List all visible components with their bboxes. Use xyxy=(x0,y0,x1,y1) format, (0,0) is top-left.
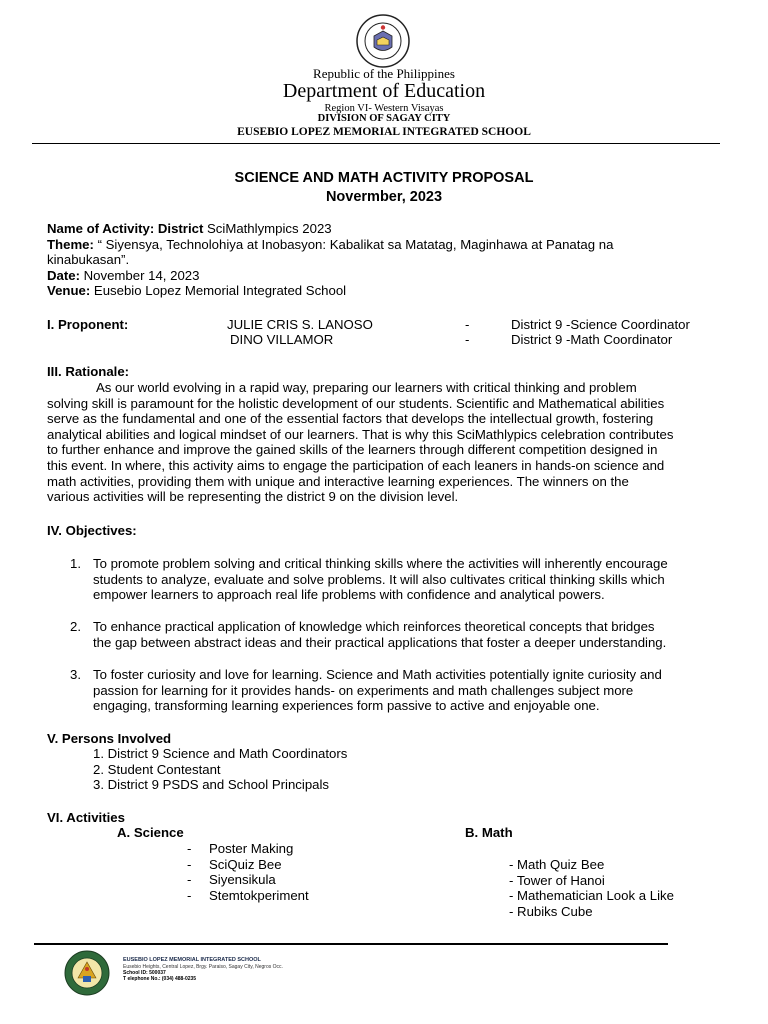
school-line: EUSEBIO LOPEZ MEMORIAL INTEGRATED SCHOOL xyxy=(237,126,531,138)
rationale-line: As our world evolving in a rapid way, preparing our learners with critical thinking and problem xyxy=(96,380,637,395)
republic-line: Republic of the Philippines xyxy=(313,66,455,81)
theme-label: Theme: xyxy=(47,236,94,252)
rationale-line: analytical abilities and logical mindset of our learners. That is why this SciMathlypics celebration contributes xyxy=(47,426,674,442)
venue-value: Eusebio Lopez Memorial Integrated School xyxy=(90,283,347,299)
math-label: B. Math xyxy=(465,825,513,840)
footer-info xyxy=(123,957,283,982)
objective-line: students to analyze, evaluate and solve problems. It will also cultivates critical thinking skills which xyxy=(93,571,665,587)
proponent-heading: I. Proponent: xyxy=(47,317,129,332)
person-item: 3. District 9 PSDS and School Principals xyxy=(93,777,330,793)
proponent-name-2: DINO VILLAMOR xyxy=(230,332,334,347)
math-list xyxy=(509,857,674,919)
persons-list xyxy=(93,746,347,793)
division-line: DIVISION OF SAGAY CITY xyxy=(317,113,451,124)
objective-number: 1. xyxy=(70,556,81,571)
deped-seal xyxy=(356,14,410,68)
footer-telephone: T elephone No.: (034) 488-0235 xyxy=(123,975,197,982)
objectives-heading: IV. Objectives: xyxy=(47,523,137,538)
rationale-line: to further enhance and improve the gained skills of the learners through different competition designed in xyxy=(47,442,658,458)
rationale-line: this event. In where, this activity aims to engage the participation of each leaners in hands-on science and xyxy=(47,457,665,473)
person-item: 2. Student Contestant xyxy=(93,761,221,777)
rationale-line: math activities, providing them with unique and interactive learning experiences. The winners on the xyxy=(47,473,629,489)
proponent-dash-2: - xyxy=(465,332,470,347)
objective-item xyxy=(70,667,720,714)
objective-line: engaging, transforming learning experiences form passive to active and enjoyable one. xyxy=(93,698,600,714)
venue-label: Venue: xyxy=(47,283,91,299)
objective-line: To enhance practical application of knowledge which reinforces theoretical concepts that bridges xyxy=(93,619,655,634)
activity-value: SciMathlympics 2023 xyxy=(203,221,332,236)
school-logo xyxy=(64,950,110,996)
science-label: A. Science xyxy=(117,825,184,840)
objective-number: 3. xyxy=(70,667,81,682)
science-list xyxy=(187,841,309,903)
footer-school: EUSEBIO LOPEZ MEMORIAL INTEGRATED SCHOOL xyxy=(123,957,261,963)
activity-details xyxy=(47,221,727,299)
science-item: - Siyensikula xyxy=(187,872,276,888)
footer-divider xyxy=(34,943,668,945)
proponent-role-1: District 9 -Science Coordinator xyxy=(511,317,690,332)
date-label: Date: xyxy=(47,267,80,283)
objective-item xyxy=(70,619,720,650)
footer-address: Eusebio Heights, Central Lopez, Brgy. Paraiso, Sagay City, Negros Occ. xyxy=(123,963,283,970)
science-item: - Poster Making xyxy=(187,841,294,856)
date-value: November 14, 2023 xyxy=(79,267,200,283)
science-item: - Stemtokperiment xyxy=(187,887,309,903)
objective-number: 2. xyxy=(70,619,81,634)
proponent-dash-1: - xyxy=(465,317,470,332)
math-item: - Math Quiz Bee xyxy=(509,857,605,872)
document-title: SCIENCE AND MATH ACTIVITY PROPOSAL xyxy=(234,170,534,186)
person-item: 1. District 9 Science and Math Coordinators xyxy=(93,746,348,761)
math-item: - Tower of Hanoi xyxy=(509,872,605,888)
objective-line: To foster curiosity and love for learning. Science and Math activities potentially ignite curiosity and xyxy=(93,667,662,682)
header-divider xyxy=(32,143,720,144)
persons-heading: V. Persons Involved xyxy=(47,731,172,746)
objective-line: empower learners to approach real life problems with confidence and analytical powers. xyxy=(93,587,605,603)
activities-heading: VI. Activities xyxy=(47,810,125,825)
rationale-line: solving skill is paramount for the holistic development of our students. Scientific and Mathematical abilities xyxy=(47,395,665,411)
theme-value: “ Siyensya, Technolohiya at Inobasyon: Kabalikat sa Matatag, Maginhawa at Panatag na kinabukasan”. xyxy=(47,236,614,268)
footer-school-id: School ID: 500037 xyxy=(123,969,166,976)
document-date: Novermber, 2023 xyxy=(325,189,443,205)
proponent-role-2: District 9 -Math Coordinator xyxy=(511,332,673,347)
region-line: Region VI- Western Visayas xyxy=(324,103,444,114)
rationale-paragraph xyxy=(47,380,727,505)
math-item: - Rubiks Cube xyxy=(509,903,593,919)
objective-line: the gap between abstract ideas and their practical applications that foster a deeper understanding. xyxy=(93,634,667,650)
rationale-line: serve as the fundamental and one of the essential factors that develops the intellectual growth, fostering xyxy=(47,411,654,427)
rationale-heading: III. Rationale: xyxy=(47,364,130,379)
proponent-name-1: JULIE CRIS S. LANOSO xyxy=(227,317,373,332)
math-item: - Mathematician Look a Like xyxy=(509,888,674,904)
objective-line: passion for learning for it provides hands- on experiments and math challenges subject more xyxy=(93,682,634,698)
rationale-line: various activities will be representing the district 9 on the division level. xyxy=(47,489,459,505)
science-item: - SciQuiz Bee xyxy=(187,856,282,872)
activity-label: Name of Activity: District xyxy=(47,221,204,236)
department-name: Department of Education xyxy=(282,80,486,102)
objective-line: To promote problem solving and critical thinking skills where the activities will inherently encourage xyxy=(93,556,668,571)
objective-item xyxy=(70,556,720,603)
